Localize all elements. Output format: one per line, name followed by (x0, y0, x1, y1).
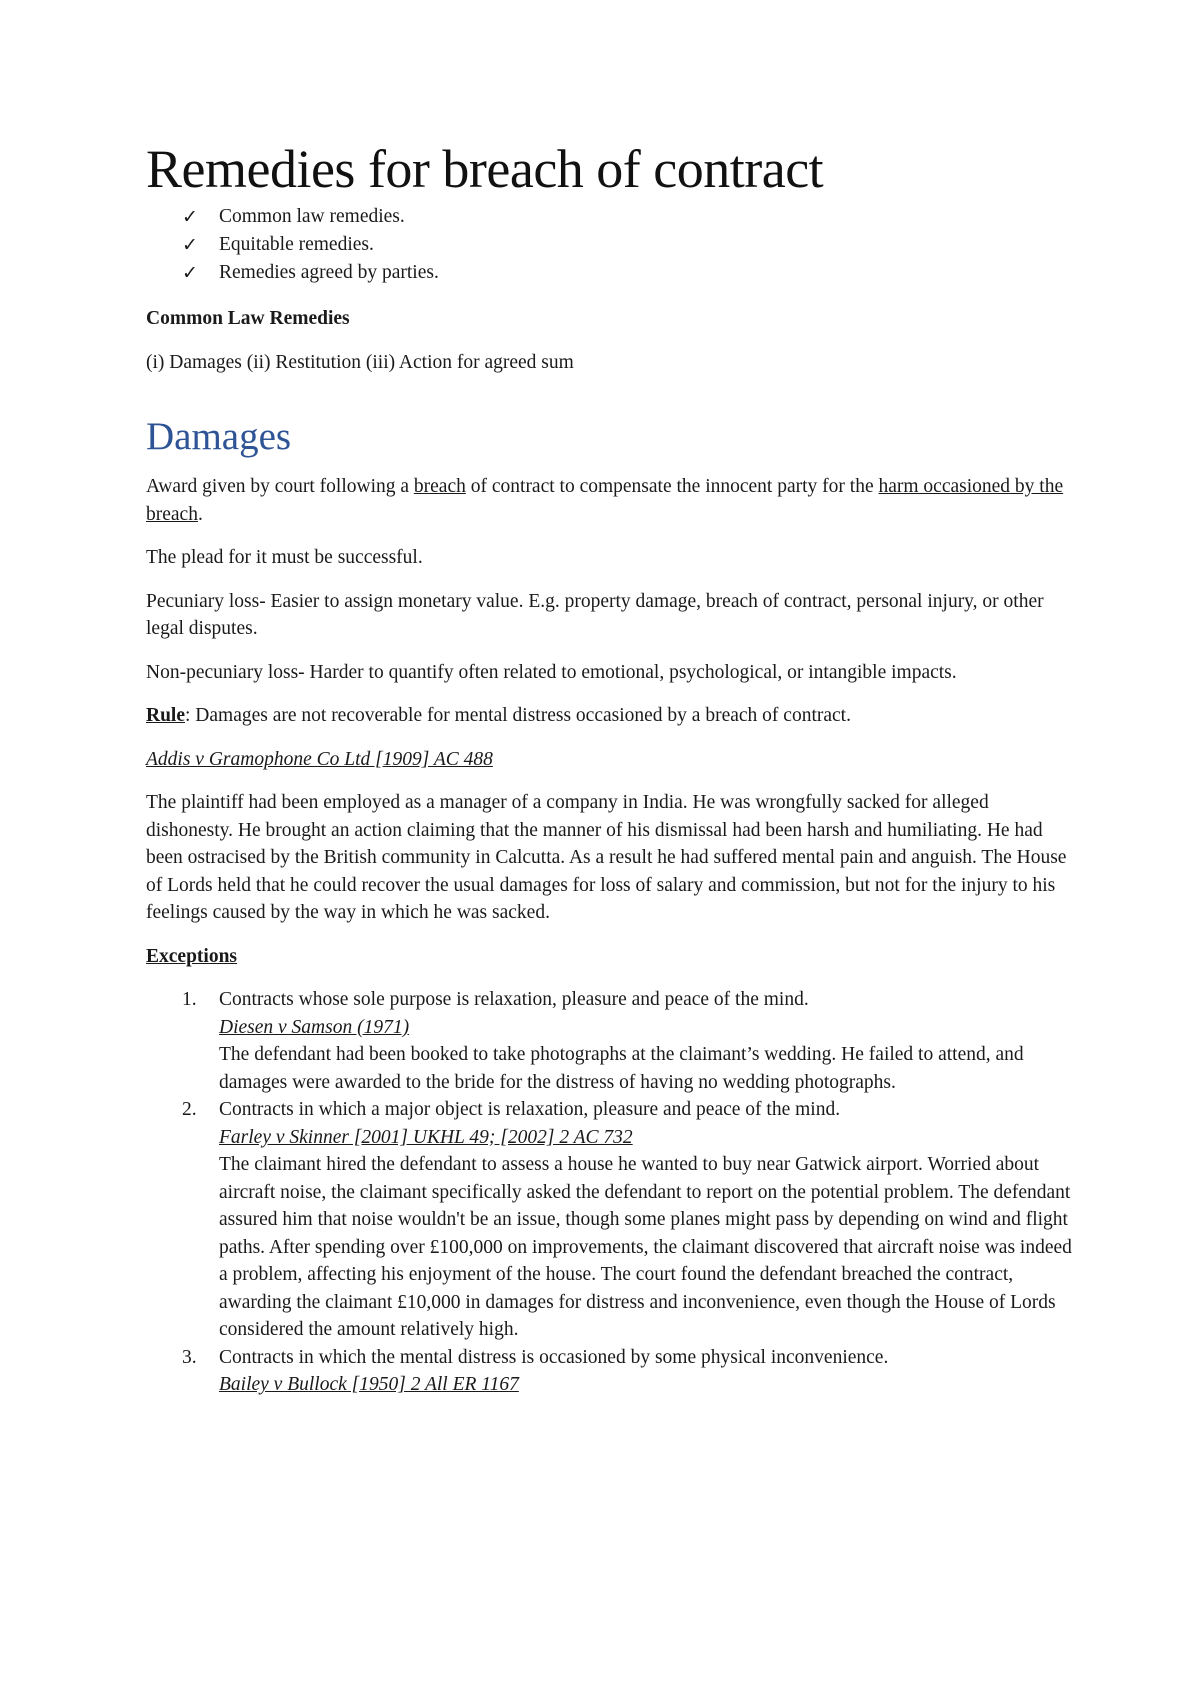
harm-link[interactable]: harm occasioned by the breach (146, 476, 1064, 525)
document-title: Remedies for breach of contract (146, 139, 824, 199)
common-law-heading: Common Law Remedies (146, 308, 350, 330)
breach-link[interactable]: breach (413, 476, 466, 498)
addis-case (146, 746, 1076, 774)
exception-text: The claimant hired the defendant to assess a house he wanted to buy near Gatwick airport. Worried about aircraft noise, the claimant specifically asked the defendant to report on the potential problem. The defendant assured him that noise wouldn't be an issue, though some planes might pass by depending on wind and flight paths. After spending over £100,000 on improvements, the claimant discovered that aircraft noise was indeed a problem, affecting his enjoyment of the house. The court found the defendant breached the contract, awarding the claimant £10,000 in damages for distress and inconvenience, even though the House of Lords considered the amount relatively high. (219, 1154, 1072, 1341)
damages-definition (146, 473, 1076, 528)
checkmark-icon: ✓ (182, 234, 198, 257)
exception-number: 3. (182, 1346, 197, 1368)
definition-text: of contract to compensate the innocent party for the (465, 476, 879, 498)
exception-title: Contracts in which a major object is relaxation, pleasure and peace of the mind. (219, 1099, 841, 1121)
exception-text: The defendant had been booked to take photographs at the claimant’s wedding. He failed to attend, and damages were awarded to the bride for the distress of having no wedding photographs. (219, 1044, 1024, 1093)
non-pecuniary-paragraph: Non-pecuniary loss- Harder to quantify often related to emotional, psychological, or intangible impacts. (146, 661, 957, 683)
exception-title: Contracts whose sole purpose is relaxation, pleasure and peace of the mind. (219, 989, 809, 1011)
addis-case-text: The plaintiff had been employed as a manager of a company in India. He was wrongfully sacked for alleged dishonesty. He brought an action claiming that the manner of his dismissal had been harsh and humiliating. He had been ostracised by the British community in Calcutta. As a result he had suffered mental pain and anguish. The House of Lords held that he could recover the usual damages for loss of salary and commission, but not for the injury to his feelings caused by the way in which he was sacked. (146, 792, 1067, 924)
definition-text: Award given by court following a (146, 476, 414, 498)
exceptions-heading: Exceptions (146, 945, 238, 967)
checkmark-icon: ✓ (182, 262, 198, 285)
exception-case (219, 1371, 1076, 1399)
checklist-item (146, 231, 1076, 259)
common-law-list: (i) Damages (ii) Restitution (iii) Action for agreed sum (146, 351, 574, 373)
exception-item (146, 986, 1076, 1096)
checklist-item-label: Common law remedies. (219, 206, 405, 228)
damages-heading: Damages (146, 415, 292, 459)
checklist-item (146, 259, 1076, 287)
rule-text: : Damages are not recoverable for mental distress occasioned by a breach of contract. (185, 705, 851, 727)
checklist-item-label: Remedies agreed by parties. (219, 262, 439, 284)
addis-case-link[interactable]: Addis v Gramophone Co Ltd [1909] AC 488 (146, 748, 493, 770)
rule-label: Rule (146, 705, 185, 727)
exception-item (146, 1344, 1076, 1399)
rule-paragraph (146, 702, 1076, 730)
exception-case (219, 1124, 1076, 1152)
pecuniary-paragraph: Pecuniary loss- Easier to assign monetary value. E.g. property damage, breach of contract, personal injury, or other legal disputes. (146, 590, 1044, 640)
document-page (146, 140, 1076, 1399)
exception-number: 1. (182, 989, 197, 1011)
exceptions-heading-row (146, 943, 1076, 971)
exception-case-link[interactable]: Farley v Skinner [2001] UKHL 49; [2002] 2 AC 732 (219, 1126, 633, 1148)
definition-text: . (197, 503, 203, 525)
plead-paragraph: The plead for it must be successful. (146, 547, 423, 569)
exceptions-list (146, 986, 1076, 1399)
exception-number: 2. (182, 1099, 197, 1121)
checklist-item (146, 203, 1076, 231)
remedies-checklist (146, 203, 1076, 287)
checkmark-icon: ✓ (182, 206, 198, 229)
exception-case-link[interactable]: Diesen v Samson (1971) (219, 1016, 410, 1038)
exception-title: Contracts in which the mental distress is occasioned by some physical inconvenience. (219, 1346, 889, 1368)
exception-case-link[interactable]: Bailey v Bullock [1950] 2 All ER 1167 (219, 1374, 519, 1396)
checklist-item-label: Equitable remedies. (219, 234, 374, 256)
exception-item (146, 1096, 1076, 1344)
exception-case (219, 1014, 1076, 1042)
